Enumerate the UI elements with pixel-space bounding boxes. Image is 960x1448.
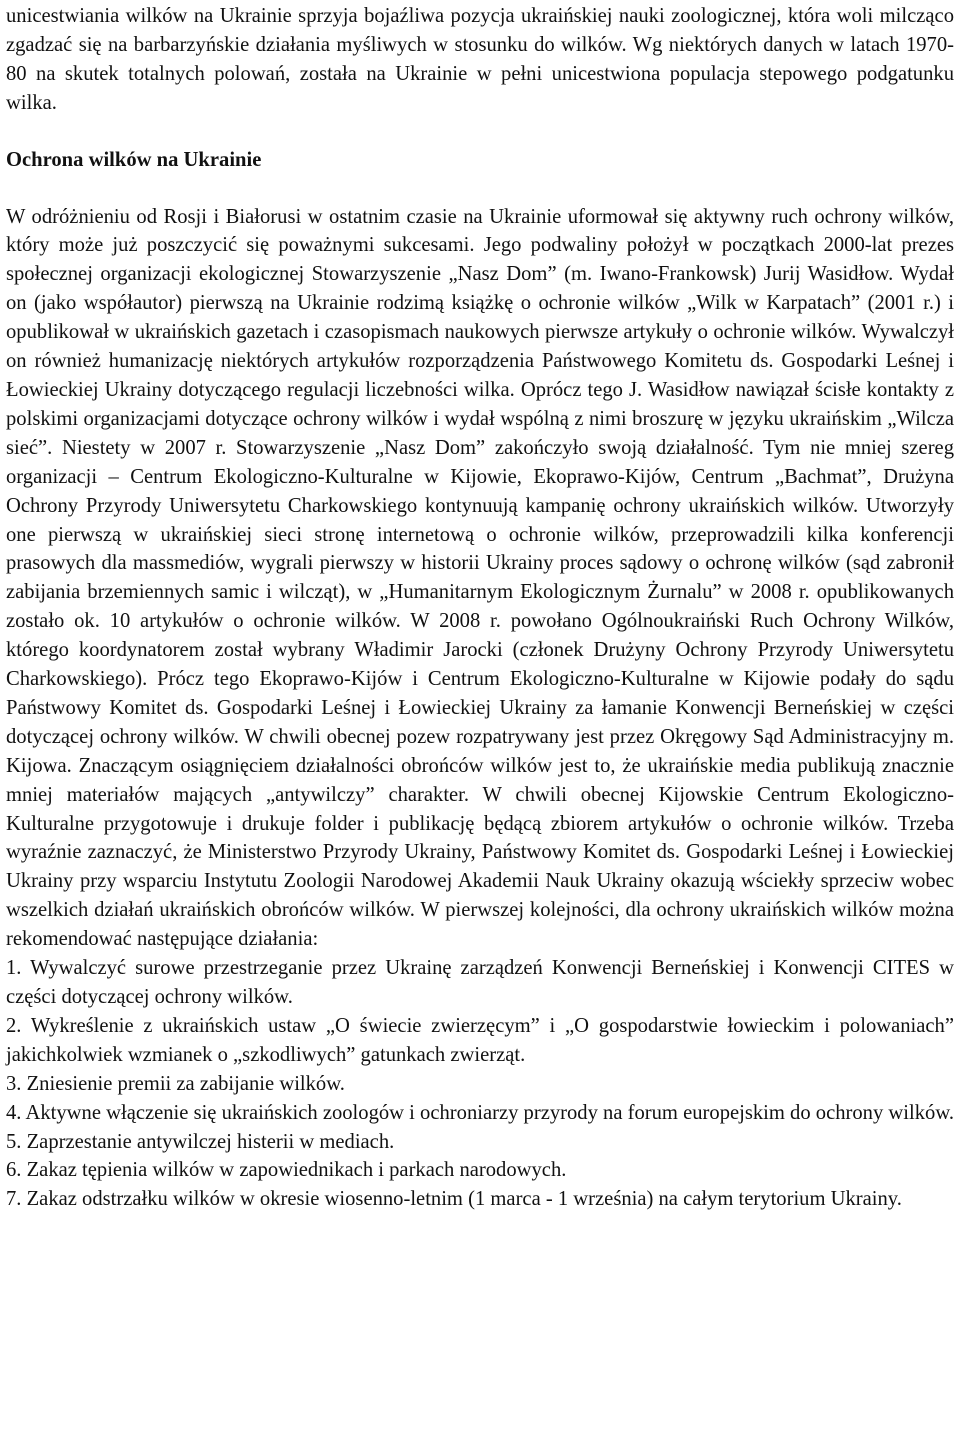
recommendations-list [6,954,954,1214]
section-heading: Ochrona wilków na Ukrainie [6,148,262,171]
intro-paragraph: unicestwiania wilków na Ukrainie sprzyja bojaźliwa pozycja ukraińskiej nauki zoologicznej, która woli milcząco zgadzać się na barbarzyńskie działania myśliwych w stosunku do wilków. Wg niektórych danych w latach 1970-80 na skutek totalnych polowań, została na Ukrainie w pełni unicestwiona populacja stepowego podgatunku wilka. [6,5,954,114]
list-item: 4. Aktywne włączenie się ukraińskich zoologów i ochroniarzy przyrody na forum europejskim do ochrony wilków. [6,1101,955,1124]
list-item: 6. Zakaz tępienia wilków w zapowiednikach i parkach narodowych. [6,1159,567,1182]
list-item: 1. Wywalczyć surowe przestrzeganie przez Ukrainę zarządzeń Konwencji Berneńskiej i Konwencji CITES w części dotyczącej ochrony wilków. [6,957,954,1008]
list-item: 3. Zniesienie premii za zabijanie wilków. [6,1072,345,1095]
list-item: 5. Zaprzestanie antywilczej histerii w mediach. [6,1130,395,1153]
body-paragraph: W odróżnieniu od Rosji i Białorusi w ostatnim czasie na Ukrainie uformował się aktywny ruch ochrony wilków, który może już poszczycić się poważnymi sukcesami. Jego podwaliny położył w początkach 2000-lat prezes społecznej organizacji ekologicznej Stowarzyszenie „Nasz Dom” (m. Iwano-Frankowsk) Jurij Wasidłow. Wydał on (jako współautor) pierwszą na Ukrainie rodzimą książkę o ochronie wilków „Wilk w Karpatach” (2001 r.) i opublikował w ukraińskich gazetach i czasopismach naukowych pierwsze artykuły o ochronie wilków. Wywalczył on również humanizację niektórych artykułów rozporządzenia Państwowego Komitetu ds. Gospodarki Leśnej i Łowieckiej Ukrainy dotyczącego regulacji liczebności wilka. Oprócz tego J. Wasidłow nawiązał ścisłe kontakty z polskimi organizacjami dotyczące ochrony wilków i wydał wspólną z nimi broszurę w języku ukraińskim „Wilcza sieć”. Niestety w 2007 r. Stowarzyszenie „Nasz Dom” zakończyło swoją działalność. Tym nie mniej szereg organizacji – Centrum Ekologiczno-Kulturalne w Kijowie, Ekoprawo-Kijów, Centrum „Bachmat”, Drużyna Ochrony Przyrody Uniwersytetu Charkowskiego kontynuują kampanię ochrony ukraińskich wilków. Utworzyły one pierwszą w ukraińskiej sieci stronę internetową o ochronie wilków, przeprowadzili kilka konferencji prasowych dla massmediów, wygrali pierwszy w historii Ukrainy proces sądowy o ochronę wilków (sąd zabronił zabijania brzemiennych samic i wilcząt), w „Humanitarnym Ekologicznym Żurnalu” w 2008 r. opublikowanych zostało ok. 10 artykułów o ochronie wilków. W 2008 r. powołano Ogólnoukraiński Ruch Ochrony Wilków, którego koordynatorem został wybrany Władimir Jarocki (członek Drużyny Ochrony Przyrody Uniwersytetu Charkowskiego). Prócz tego Ekoprawo-Kijów i Centrum Ekologiczno-Kulturalne w Kijowie podały do sądu Państwowy Komitet ds. Gospodarki Leśnej i Łowieckiej Ukrainy za łamanie Konwencji Berneńskiej w części dotyczącej ochrony wilków. W chwili obecnej pozew rozpatrywany jest przez Okręgowy Sąd Administracyjny m. Kijowa. Znaczącym osiągnięciem działalności obrońców wilków jest to, że ukraińskie media publikują znacznie mniej materiałów mających „antywilczy” charakter. W chwili obecnej Kijowskie Centrum Ekologiczno-Kulturalne przygotowuje i drukuje folder i publikację będącą zbiorem artykułów o ochronie wilków. Trzeba wyraźnie zaznaczyć, że Ministerstwo Przyrody Ukrainy, Państwowy Komitet ds. Gospodarki Leśnej i Łowieckiej Ukrainy przy wsparciu Instytutu Zoologii Narodowej Akademii Nauk Ukrainy okazują wściekły sprzeciw wobec wszelkich działań ukraińskich obrońców wilków. W pierwszej kolejności, dla ochrony ukraińskich wilków można rekomendować następujące działania: [6,205,954,951]
list-item: 7. Zakaz odstrzałku wilków w okresie wiosenno-letnim (1 marca - 1 września) na całym terytorium Ukrainy. [6,1188,902,1211]
list-item: 2. Wykreślenie z ukraińskich ustaw „O świecie zwierzęcym” i „O gospodarstwie łowieckim i polowaniach” jakichkolwiek wzmianek o „szkodliwych” gatunkach zwierząt. [6,1014,954,1066]
